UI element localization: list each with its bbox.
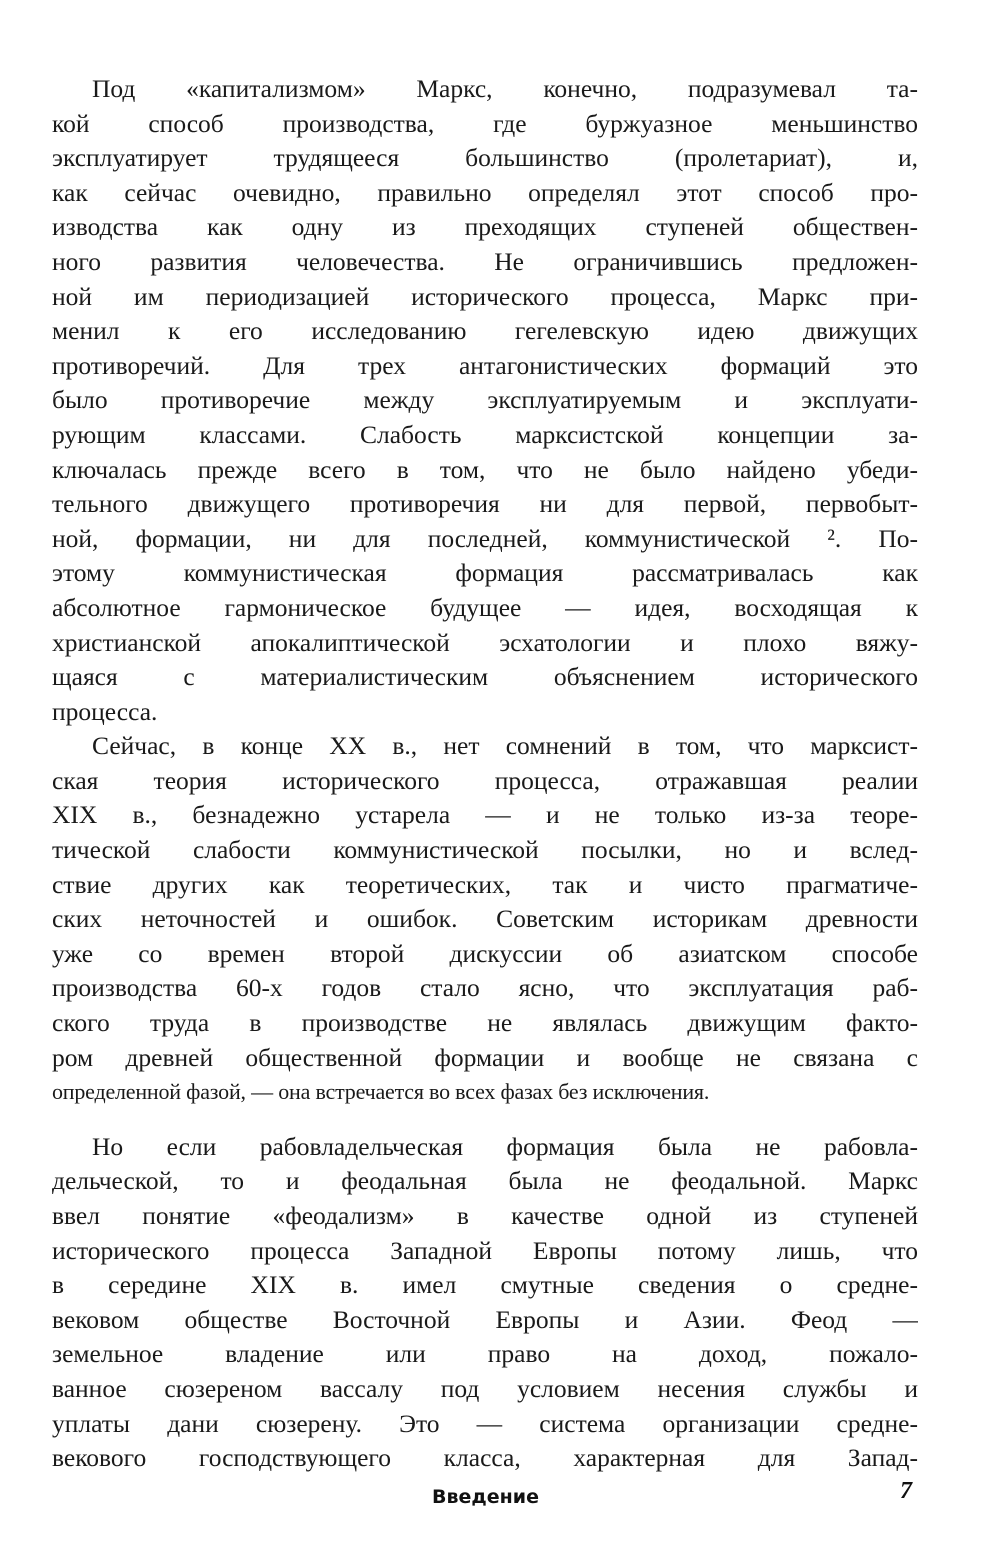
text-line: ного развития человечества. Не ограничившись предложен- <box>52 246 918 276</box>
text-line: земельное владение или право на доход, пожало- <box>52 1339 918 1369</box>
text-line: уже со времен второй дискуссии об азиатском способе <box>52 938 918 968</box>
text-line: в середине XIX в. имел смутные сведения о средне- <box>52 1270 918 1300</box>
text-line: ского труда в производстве не являлась движущим факто- <box>52 1008 918 1038</box>
page-text-body <box>52 72 918 1476</box>
text-line: ванное сюзереном вассалу под условием несения службы и <box>52 1373 918 1403</box>
text-line: менил к его исследованию гегелевскую идею движущих <box>52 316 918 346</box>
text-line: ских неточностей и ошибок. Советским историкам древности <box>52 904 918 934</box>
text-line: векового господствующего класса, характерная для Запад- <box>52 1443 918 1473</box>
text-line: кой способ производства, где буржуазное меньшинство <box>52 108 918 138</box>
paragraph-1 <box>52 72 918 729</box>
text-line: ром древней общественной формации и вообще не связана с <box>52 1042 918 1072</box>
text-line: ствие других как теоретических, так и чисто прагматиче- <box>52 869 918 899</box>
text-line: производства 60-х годов стало ясно, что эксплуатация раб- <box>52 973 918 1003</box>
text-line: тической слабости коммунистической посылки, но и вслед- <box>52 835 918 865</box>
section-title: Введение <box>432 1486 539 1508</box>
text-line: Сейчас, в конце XX в., нет сомнений в том, что марксист- <box>92 731 918 761</box>
paragraph-spacer <box>52 1110 918 1130</box>
text-line: уплаты дани сюзерену. Это — система организации средне- <box>52 1408 918 1438</box>
text-line: XIX в., безнадежно устарела — и не только из-за теоре- <box>52 800 918 830</box>
page-number: 7 <box>900 1478 912 1504</box>
text-line: противоречий. Для трех антагонистических формаций это <box>52 350 918 380</box>
text-line: ввел понятие «феодализм» в качестве одной из ступеней <box>52 1201 918 1230</box>
text-line: ной, формации, ни для последней, коммунистической ². По- <box>52 523 918 553</box>
text-line: исторического процесса Западной Европы потому лишь, что <box>52 1235 918 1265</box>
text-line: было противоречие между эксплуатируемым и эксплуати- <box>52 385 918 415</box>
text-line: эксплуатирует трудящееся большинство (пролетариат), и, <box>52 143 918 173</box>
text-line: Но если рабовладельческая формация была не рабовла- <box>92 1131 918 1161</box>
text-line: ская теория исторического процесса, отражавшая реалии <box>52 765 918 795</box>
text-line: щаяся с материалистическим объяснением исторического <box>52 662 918 692</box>
paragraph-3 <box>52 1130 918 1476</box>
paragraph-2 <box>52 729 918 1110</box>
text-line: тельного движущего противоречия ни для первой, первобыт- <box>52 489 918 519</box>
text-line: процесса. <box>52 696 158 726</box>
text-line: христианской апокалиптической эсхатологии и плохо вяжу- <box>52 627 918 657</box>
page-footer <box>0 1478 1000 1512</box>
text-line: как сейчас очевидно, правильно определял этот способ про- <box>52 177 918 207</box>
text-line: определенной фазой, — она встречается во всех фазах без исключения. <box>52 1079 710 1105</box>
text-line: ключалась прежде всего в том, что не было найдено убеди- <box>52 454 918 484</box>
text-line: рующим классами. Слабость марксистской концепции за- <box>52 419 918 449</box>
text-line: дельческой, то и феодальная была не феодальной. Маркс <box>52 1166 918 1196</box>
text-line: этому коммунистическая формация рассматривалась как <box>52 558 918 588</box>
text-line: вековом обществе Восточной Европы и Азии. Феод — <box>52 1304 918 1334</box>
text-line: изводства как одну из преходящих ступеней обществен- <box>52 212 918 242</box>
text-line: Под «капитализмом» Маркс, конечно, подразумевал та- <box>92 74 918 103</box>
text-line: абсолютное гармоническое будущее — идея, восходящая к <box>52 592 918 622</box>
text-line: ной им периодизацией исторического процесса, Маркс при- <box>52 281 918 311</box>
